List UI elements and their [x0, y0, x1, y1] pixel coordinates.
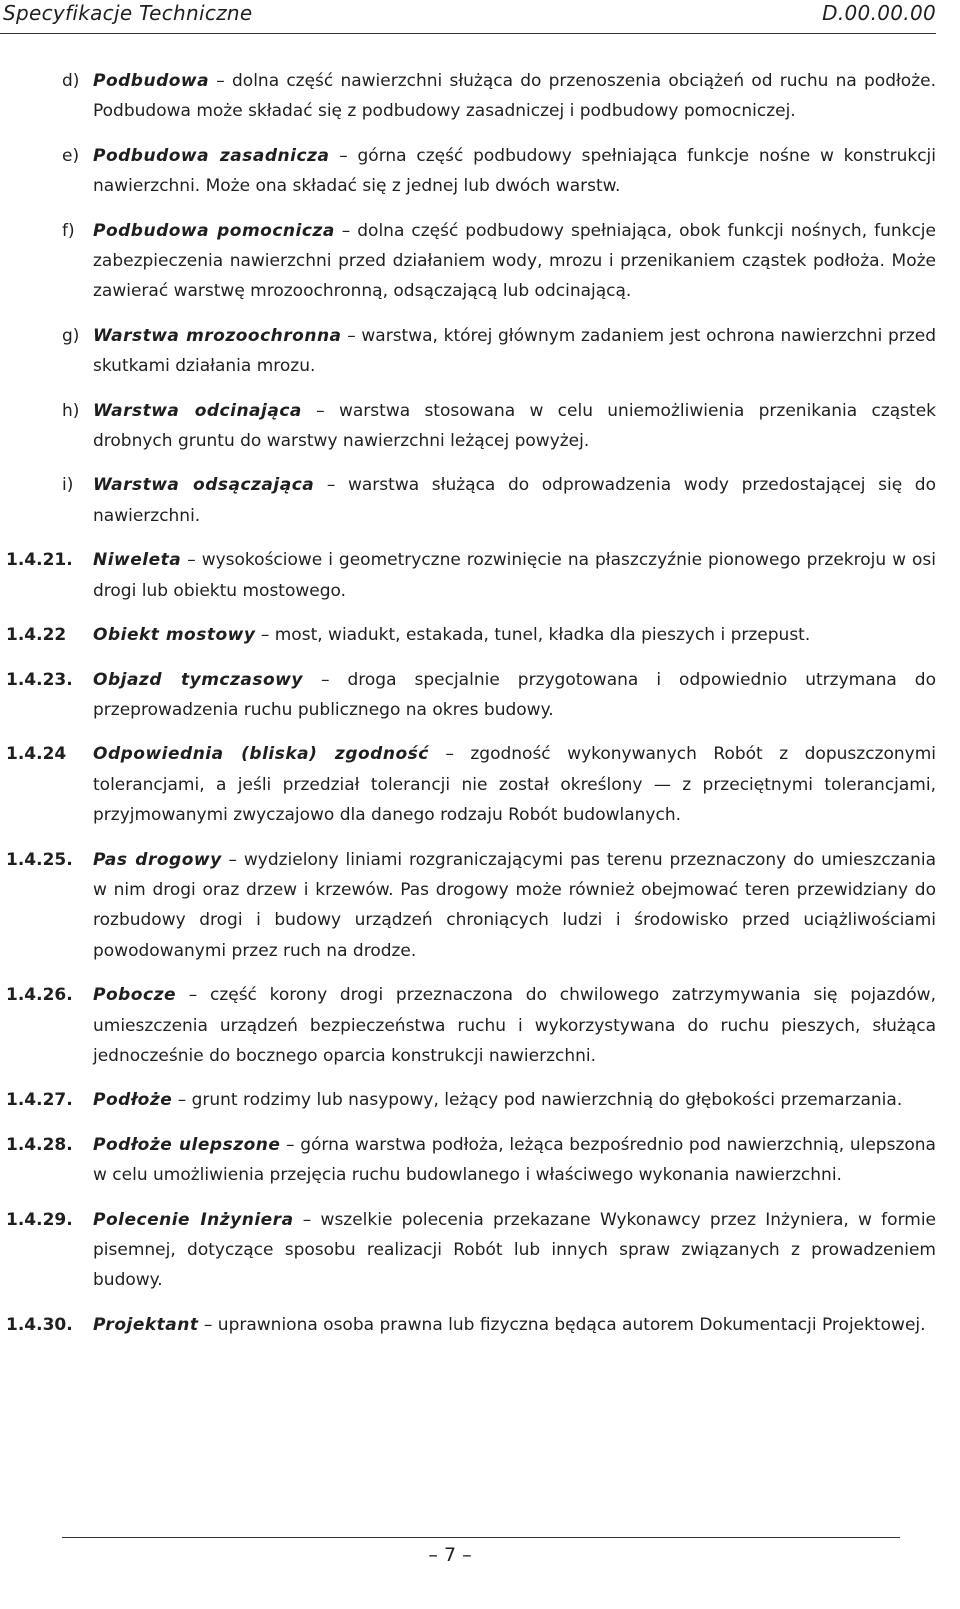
definition-number: 1.4.26.	[6, 985, 73, 1006]
sub-item-label: i)	[62, 475, 74, 496]
definition-body	[93, 1085, 936, 1115]
definition-text: – zgodność wykonywanych Robót z dopuszczonymi tolerancjami, a jeśli przedział tolerancji nie został określony — z przeciętnymi tolerancjami, przyjmowanymi zwyczajowo dla danego rodzaju Robót budowlanych.	[93, 744, 937, 826]
term: Polecenie Inżyniera	[93, 1209, 294, 1230]
definition-body	[93, 1130, 936, 1191]
term: Odpowiednia (bliska) zgodność	[93, 744, 429, 765]
definition-text: – warstwa, której głównym zadaniem jest ochrona nawierzchni przed skutkami działania mrozu.	[93, 325, 936, 377]
definition-1-4-23	[0, 665, 936, 726]
definition-body	[93, 845, 936, 967]
definition-text: – most, wiadukt, estakada, tunel, kładka dla pieszych i przepust.	[255, 625, 811, 646]
term: Pas drogowy	[93, 849, 222, 870]
definition-number: 1.4.22	[6, 625, 67, 646]
definition-number: 1.4.29.	[6, 1209, 73, 1230]
sub-item-g	[0, 321, 936, 382]
definition-text: – wszelkie polecenia przekazane Wykonawcy przez Inżyniera, w formie pisemnej, dotyczące sposobu realizacji Robót lub innych spraw związanych z prowadzeniem budowy.	[93, 1209, 936, 1291]
sub-item-e	[0, 141, 936, 202]
definition-text: – wydzielony liniami rozgraniczającymi pas terenu przeznaczony do umieszczania w nim drogi oraz drzew i krzewów. Pas drogowy może również obejmować teren przewidziany do rozbudowy drogi i budowy urządzeń chroniących ludzi i środowisko przed uciążliwościami powodowanymi przez ruch na drodze.	[93, 849, 936, 961]
term: Warstwa mrozoochronna	[93, 325, 342, 346]
sub-item-d	[0, 66, 936, 127]
definition-1-4-25	[0, 845, 936, 967]
sub-item-label: f)	[62, 220, 75, 241]
sub-item-label: h)	[62, 400, 80, 421]
term: Warstwa odsączająca	[93, 475, 315, 496]
definition-body	[93, 665, 936, 726]
sub-item-body	[93, 216, 936, 307]
definition-text: – górna warstwa podłoża, leżąca bezpośrednio pod nawierzchnią, ulepszona w celu umożliwienia przejęcia ruchu budowlanego i właściwego wykonania nawierzchni.	[93, 1134, 936, 1186]
document-code: D.00.00.00	[822, 1, 936, 25]
document-title: Specyfikacje Techniczne	[3, 1, 253, 25]
term: Objazd tymczasowy	[93, 669, 303, 690]
header-rule	[0, 33, 936, 34]
term: Pobocze	[93, 985, 176, 1006]
definition-number: 1.4.28.	[6, 1134, 73, 1155]
definition-1-4-24	[0, 739, 936, 830]
term: Podbudowa zasadnicza	[93, 145, 330, 166]
definition-1-4-30	[0, 1310, 936, 1340]
definition-number: 1.4.30.	[6, 1314, 73, 1335]
term: Warstwa odcinająca	[93, 400, 302, 421]
sub-item-h	[0, 396, 936, 457]
definition-1-4-28	[0, 1130, 936, 1191]
definition-text: – uprawniona osoba prawna lub fizyczna będąca autorem Dokumentacji Projektowej.	[198, 1314, 926, 1335]
definition-text: – warstwa służąca do odprowadzenia wody przedostającej się do nawierzchni.	[93, 475, 936, 526]
sub-item-body	[93, 321, 936, 382]
page-header	[0, 0, 960, 34]
sub-item-label: d)	[62, 71, 80, 91]
definition-text: – dolna część podbudowy spełniająca, obok funkcji nośnych, funkcje zabezpieczenia nawierzchni przed działaniem wody, mrozu i przenikaniem cząstek podłoża. Może zawierać warstwę mrozoochronną, odsączającą lub odcinającą.	[93, 220, 936, 302]
definition-body	[93, 980, 936, 1071]
definition-text: – grunt rodzimy lub nasypowy, leżący pod nawierzchnią do głębokości przemarzania.	[172, 1090, 903, 1111]
definition-1-4-27	[0, 1085, 936, 1115]
definition-number: 1.4.21.	[6, 550, 73, 571]
definition-body	[93, 620, 936, 650]
definition-1-4-29	[0, 1205, 936, 1296]
sub-item-body	[93, 470, 936, 531]
definition-number: 1.4.23.	[6, 669, 73, 690]
definition-number: 1.4.25.	[6, 849, 73, 870]
definition-text: – warstwa stosowana w celu uniemożliwienia przenikania cząstek drobnych gruntu do warstwy nawierzchni leżącej powyżej.	[93, 400, 936, 452]
sub-item-body	[93, 66, 936, 127]
term: Podbudowa	[93, 71, 210, 91]
definition-body	[93, 739, 936, 830]
definition-body	[93, 1310, 936, 1340]
footer-rule	[62, 1537, 900, 1538]
term: Projektant	[93, 1314, 199, 1335]
term: Podbudowa pomocnicza	[93, 220, 335, 241]
sub-item-f	[0, 216, 936, 307]
definition-text: – droga specjalnie przygotowana i odpowiednio utrzymana do przeprowadzenia ruchu publicznego na okres budowy.	[93, 669, 937, 720]
term: Podłoże ulepszone	[93, 1134, 281, 1155]
page-number: – 7 –	[428, 1544, 472, 1566]
definition-body	[93, 1205, 936, 1296]
definition-1-4-26	[0, 980, 936, 1071]
definition-text: – wysokościowe i geometryczne rozwinięcie na płaszczyźnie pionowego przekroju w osi drogi lub obiektu mostowego.	[93, 550, 936, 601]
sub-item-body	[93, 396, 936, 457]
sub-item-i	[0, 470, 936, 531]
definition-text: – górna część podbudowy spełniająca funkcje nośne w konstrukcji nawierzchni. Może ona składać się z jednej lub dwóch warstw.	[93, 145, 936, 197]
definition-text: – część korony drogi przeznaczona do chwilowego zatrzymywania się pojazdów, umieszczenia urządzeń bezpieczeństwa ruchu i wykorzystywana do ruchu pieszych, służąca jednocześnie do bocznego oparcia konstrukcji nawierzchni.	[93, 985, 936, 1066]
term: Obiekt mostowy	[93, 625, 256, 646]
sub-item-body	[93, 141, 936, 202]
term: Podłoże	[93, 1090, 173, 1111]
document-body	[0, 66, 936, 1354]
definition-number: 1.4.27.	[6, 1090, 73, 1111]
definition-text: – dolna część nawierzchni służąca do przenoszenia obciążeń od ruchu na podłoże. Podbudowa może składać się z podbudowy zasadniczej i podbudowy pomocniczej.	[93, 71, 936, 122]
definition-1-4-22	[0, 620, 936, 650]
definition-body	[93, 545, 936, 606]
term: Niweleta	[93, 550, 182, 571]
sub-item-label: g)	[62, 325, 80, 346]
sub-item-label: e)	[62, 145, 80, 166]
definition-1-4-21	[0, 545, 936, 606]
definition-number: 1.4.24	[6, 744, 67, 765]
